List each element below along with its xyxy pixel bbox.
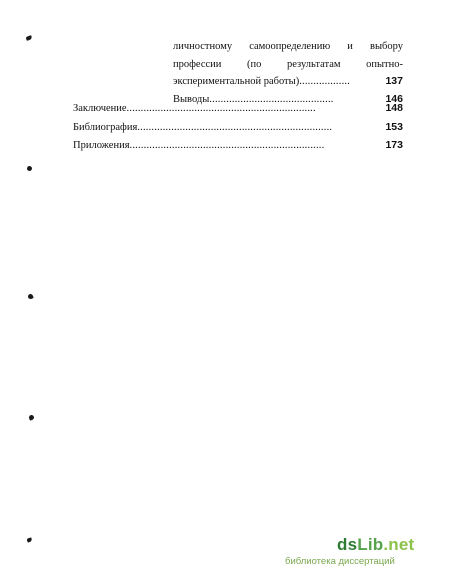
scan-artifact-mark — [27, 293, 33, 299]
dslib-logo — [337, 536, 447, 554]
toc-entry-line — [173, 73, 403, 91]
toc-entry-title: экспериментальной работы) — [173, 76, 300, 87]
scan-artifact-mark — [26, 537, 32, 542]
toc-page-number: 146 — [385, 92, 403, 105]
toc-leader-dots: .................. — [299, 76, 351, 87]
toc-entry-title: Заключение — [73, 103, 127, 114]
toc-entry-line — [173, 38, 403, 56]
scan-artifact-mark — [25, 35, 32, 41]
toc-entry-zaklyuchenie — [73, 102, 403, 121]
toc-word: выбору — [370, 41, 403, 52]
toc-word: (по — [247, 58, 262, 70]
toc-entry-prilozheniya — [73, 139, 403, 158]
toc-page-number: 153 — [385, 120, 403, 133]
scan-artifact-mark — [26, 165, 32, 171]
toc-entry-bibliografiya — [73, 121, 403, 140]
logo-text-lib: Lib — [357, 535, 384, 554]
toc-continued-entry — [173, 38, 403, 108]
watermark-subtitle: библиотека диссертаций — [285, 556, 395, 567]
toc-leader-dots: ..................................................................... — [129, 140, 325, 151]
toc-leader-dots: ............................................ — [209, 93, 334, 105]
toc-word: самоопределению — [249, 41, 331, 52]
toc-entry-title: Библиография — [73, 121, 138, 133]
toc-page-number: 173 — [385, 139, 403, 151]
logo-text-net: .net — [383, 535, 415, 554]
toc-word: личностному — [173, 41, 233, 52]
toc-word: опытно- — [366, 58, 403, 70]
scan-artifact-mark — [28, 414, 34, 420]
toc-page-number: 148 — [385, 102, 403, 114]
toc-entry-line — [173, 56, 403, 74]
toc-page-number: 137 — [385, 75, 403, 87]
toc-leader-dots: ................................................................... — [126, 103, 316, 114]
toc-leader-dots: ..................................................................... — [137, 121, 333, 133]
toc-entry-title: Приложения — [73, 140, 130, 151]
toc-word: профессии — [173, 58, 222, 70]
toc-word: результатам — [287, 58, 341, 70]
toc-entry-title: Выводы — [173, 93, 210, 105]
logo-text-ds: ds — [337, 535, 358, 554]
toc-word: и — [347, 41, 353, 52]
toc-main-entries — [73, 102, 403, 158]
dslib-watermark — [285, 535, 447, 568]
